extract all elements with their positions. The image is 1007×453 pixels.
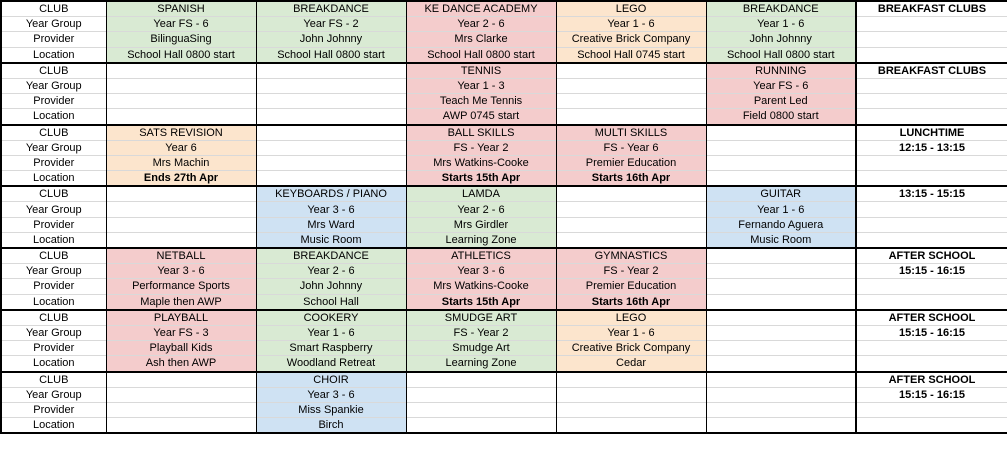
- club-name-cell[interactable]: TENNIS: [406, 63, 556, 79]
- row-label-cell[interactable]: Provider: [1, 402, 106, 417]
- club-location-cell[interactable]: Learning Zone: [406, 356, 556, 372]
- row-label-cell[interactable]: Year Group: [1, 78, 106, 93]
- club-name-cell[interactable]: LEGO: [556, 1, 706, 17]
- club-year-cell[interactable]: Year 3 - 6: [406, 264, 556, 279]
- club-location-cell[interactable]: Ash then AWP: [106, 356, 256, 372]
- club-provider-cell[interactable]: Mrs Clarke: [406, 32, 556, 47]
- club-name-cell[interactable]: [556, 63, 706, 79]
- club-location-cell[interactable]: School Hall 0800 start: [706, 47, 856, 63]
- club-provider-cell[interactable]: Mrs Ward: [256, 217, 406, 232]
- row-label-cell[interactable]: CLUB: [1, 310, 106, 326]
- club-name-cell[interactable]: BALL SKILLS: [406, 125, 556, 141]
- club-location-cell[interactable]: [556, 418, 706, 434]
- row-label-cell[interactable]: CLUB: [1, 372, 106, 388]
- club-provider-cell[interactable]: [106, 94, 256, 109]
- club-year-cell[interactable]: Year 1 - 6: [256, 325, 406, 340]
- session-cell[interactable]: 13:15 - 15:15: [856, 186, 1007, 202]
- club-year-cell[interactable]: [706, 387, 856, 402]
- club-year-cell[interactable]: FS - Year 2: [406, 325, 556, 340]
- club-year-cell[interactable]: Year 6: [106, 140, 256, 155]
- club-provider-cell[interactable]: Fernando Aguera: [706, 217, 856, 232]
- club-provider-cell[interactable]: Premier Education: [556, 279, 706, 294]
- club-name-cell[interactable]: [706, 248, 856, 264]
- session-cell[interactable]: BREAKFAST CLUBS: [856, 63, 1007, 79]
- club-name-cell[interactable]: LAMDA: [406, 186, 556, 202]
- club-name-cell[interactable]: [106, 372, 256, 388]
- club-location-cell[interactable]: Music Room: [256, 232, 406, 248]
- club-name-cell[interactable]: KE DANCE ACADEMY: [406, 1, 556, 17]
- club-year-cell[interactable]: Year 1 - 3: [406, 78, 556, 93]
- session-cell[interactable]: [856, 109, 1007, 125]
- club-provider-cell[interactable]: Miss Spankie: [256, 402, 406, 417]
- club-location-cell[interactable]: Starts 15th Apr: [406, 171, 556, 187]
- club-location-cell[interactable]: [556, 109, 706, 125]
- club-name-cell[interactable]: [106, 186, 256, 202]
- row-label-cell[interactable]: CLUB: [1, 125, 106, 141]
- club-location-cell[interactable]: [706, 294, 856, 310]
- club-name-cell[interactable]: CHOIR: [256, 372, 406, 388]
- club-location-cell[interactable]: Birch: [256, 418, 406, 434]
- session-cell[interactable]: [856, 78, 1007, 93]
- club-location-cell[interactable]: [106, 232, 256, 248]
- club-provider-cell[interactable]: Premier Education: [556, 155, 706, 170]
- club-location-cell[interactable]: [106, 109, 256, 125]
- club-provider-cell[interactable]: John Johnny: [706, 32, 856, 47]
- session-cell[interactable]: [856, 202, 1007, 217]
- session-cell[interactable]: AFTER SCHOOL: [856, 372, 1007, 388]
- club-name-cell[interactable]: SATS REVISION: [106, 125, 256, 141]
- club-name-cell[interactable]: LEGO: [556, 310, 706, 326]
- session-cell[interactable]: [856, 294, 1007, 310]
- session-cell[interactable]: 15:15 - 16:15: [856, 264, 1007, 279]
- club-provider-cell[interactable]: [406, 402, 556, 417]
- club-location-cell[interactable]: Field 0800 start: [706, 109, 856, 125]
- club-provider-cell[interactable]: [556, 402, 706, 417]
- row-label-cell[interactable]: Provider: [1, 32, 106, 47]
- club-provider-cell[interactable]: [706, 279, 856, 294]
- club-name-cell[interactable]: COOKERY: [256, 310, 406, 326]
- club-year-cell[interactable]: Year FS - 6: [706, 78, 856, 93]
- club-year-cell[interactable]: Year 3 - 6: [256, 387, 406, 402]
- club-location-cell[interactable]: AWP 0745 start: [406, 109, 556, 125]
- row-label-cell[interactable]: Year Group: [1, 387, 106, 402]
- club-name-cell[interactable]: SMUDGE ART: [406, 310, 556, 326]
- club-location-cell[interactable]: [406, 418, 556, 434]
- session-cell[interactable]: [856, 356, 1007, 372]
- club-location-cell[interactable]: [556, 232, 706, 248]
- row-label-cell[interactable]: Provider: [1, 217, 106, 232]
- session-cell[interactable]: [856, 217, 1007, 232]
- club-location-cell[interactable]: [706, 356, 856, 372]
- club-name-cell[interactable]: NETBALL: [106, 248, 256, 264]
- club-location-cell[interactable]: Maple then AWP: [106, 294, 256, 310]
- session-cell[interactable]: [856, 47, 1007, 63]
- row-label-cell[interactable]: CLUB: [1, 186, 106, 202]
- club-year-cell[interactable]: Year 1 - 6: [556, 325, 706, 340]
- club-year-cell[interactable]: Year 2 - 6: [406, 17, 556, 32]
- club-name-cell[interactable]: [256, 125, 406, 141]
- club-provider-cell[interactable]: [106, 402, 256, 417]
- session-cell[interactable]: AFTER SCHOOL: [856, 248, 1007, 264]
- club-year-cell[interactable]: Year FS - 6: [106, 17, 256, 32]
- club-provider-cell[interactable]: Mrs Girdler: [406, 217, 556, 232]
- session-cell[interactable]: 15:15 - 16:15: [856, 325, 1007, 340]
- club-name-cell[interactable]: BREAKDANCE: [706, 1, 856, 17]
- club-provider-cell[interactable]: [256, 94, 406, 109]
- club-location-cell[interactable]: School Hall: [256, 294, 406, 310]
- club-location-cell[interactable]: [256, 109, 406, 125]
- club-year-cell[interactable]: FS - Year 6: [556, 140, 706, 155]
- club-provider-cell[interactable]: [556, 217, 706, 232]
- club-provider-cell[interactable]: [706, 155, 856, 170]
- club-year-cell[interactable]: Year 2 - 6: [406, 202, 556, 217]
- row-label-cell[interactable]: Provider: [1, 94, 106, 109]
- club-provider-cell[interactable]: Smudge Art: [406, 341, 556, 356]
- club-name-cell[interactable]: [706, 125, 856, 141]
- session-cell[interactable]: [856, 155, 1007, 170]
- club-year-cell[interactable]: [256, 140, 406, 155]
- row-label-cell[interactable]: Provider: [1, 341, 106, 356]
- club-year-cell[interactable]: [106, 387, 256, 402]
- row-label-cell[interactable]: Location: [1, 418, 106, 434]
- club-name-cell[interactable]: [706, 372, 856, 388]
- session-cell[interactable]: AFTER SCHOOL: [856, 310, 1007, 326]
- club-name-cell[interactable]: [406, 372, 556, 388]
- club-name-cell[interactable]: [106, 63, 256, 79]
- club-provider-cell[interactable]: BilinguaSing: [106, 32, 256, 47]
- club-provider-cell[interactable]: Mrs Watkins-Cooke: [406, 279, 556, 294]
- session-cell[interactable]: 12:15 - 13:15: [856, 140, 1007, 155]
- club-year-cell[interactable]: Year FS - 2: [256, 17, 406, 32]
- row-label-cell[interactable]: CLUB: [1, 248, 106, 264]
- row-label-cell[interactable]: Provider: [1, 155, 106, 170]
- club-provider-cell[interactable]: Teach Me Tennis: [406, 94, 556, 109]
- club-provider-cell[interactable]: Mrs Machin: [106, 155, 256, 170]
- club-name-cell[interactable]: [556, 186, 706, 202]
- session-cell[interactable]: BREAKFAST CLUBS: [856, 1, 1007, 17]
- row-label-cell[interactable]: Location: [1, 171, 106, 187]
- club-name-cell[interactable]: SPANISH: [106, 1, 256, 17]
- club-year-cell[interactable]: Year 1 - 6: [556, 17, 706, 32]
- row-label-cell[interactable]: Year Group: [1, 140, 106, 155]
- club-year-cell[interactable]: [106, 202, 256, 217]
- club-provider-cell[interactable]: Parent Led: [706, 94, 856, 109]
- club-provider-cell[interactable]: [706, 402, 856, 417]
- club-name-cell[interactable]: GYMNASTICS: [556, 248, 706, 264]
- clubs-table-body: [1, 1, 1007, 433]
- club-location-cell[interactable]: Starts 16th Apr: [556, 294, 706, 310]
- club-provider-cell[interactable]: John Johnny: [256, 279, 406, 294]
- club-location-cell[interactable]: Starts 16th Apr: [556, 171, 706, 187]
- session-cell[interactable]: LUNCHTIME: [856, 125, 1007, 141]
- row-label-cell[interactable]: Year Group: [1, 264, 106, 279]
- row-label-cell[interactable]: Provider: [1, 279, 106, 294]
- club-provider-cell[interactable]: Performance Sports: [106, 279, 256, 294]
- row-label-cell[interactable]: Location: [1, 294, 106, 310]
- club-year-cell[interactable]: Year 3 - 6: [256, 202, 406, 217]
- session-cell[interactable]: [856, 17, 1007, 32]
- club-name-cell[interactable]: RUNNING: [706, 63, 856, 79]
- club-location-cell[interactable]: [256, 171, 406, 187]
- club-year-cell[interactable]: Year 2 - 6: [256, 264, 406, 279]
- row-label-cell[interactable]: CLUB: [1, 1, 106, 17]
- club-location-cell[interactable]: School Hall 0800 start: [256, 47, 406, 63]
- session-cell[interactable]: [856, 232, 1007, 248]
- club-year-cell[interactable]: [556, 387, 706, 402]
- club-location-cell[interactable]: School Hall 0745 start: [556, 47, 706, 63]
- club-provider-cell[interactable]: [706, 341, 856, 356]
- club-location-cell[interactable]: Cedar: [556, 356, 706, 372]
- club-provider-cell[interactable]: Playball Kids: [106, 341, 256, 356]
- club-name-cell[interactable]: PLAYBALL: [106, 310, 256, 326]
- session-cell[interactable]: [856, 94, 1007, 109]
- club-name-cell[interactable]: BREAKDANCE: [256, 248, 406, 264]
- club-location-cell[interactable]: School Hall 0800 start: [106, 47, 256, 63]
- club-location-cell[interactable]: Ends 27th Apr: [106, 171, 256, 187]
- club-provider-cell[interactable]: Creative Brick Company: [556, 32, 706, 47]
- session-cell[interactable]: [856, 279, 1007, 294]
- club-provider-cell[interactable]: Creative Brick Company: [556, 341, 706, 356]
- club-year-cell[interactable]: Year 1 - 6: [706, 17, 856, 32]
- club-name-cell[interactable]: [706, 310, 856, 326]
- club-year-cell[interactable]: [706, 325, 856, 340]
- club-name-cell[interactable]: [556, 372, 706, 388]
- row-label-cell[interactable]: Year Group: [1, 17, 106, 32]
- club-provider-cell[interactable]: John Johnny: [256, 32, 406, 47]
- club-year-cell[interactable]: [256, 78, 406, 93]
- session-cell[interactable]: 15:15 - 16:15: [856, 387, 1007, 402]
- row-label-cell[interactable]: Location: [1, 47, 106, 63]
- row-label-cell[interactable]: Year Group: [1, 202, 106, 217]
- row-label-cell[interactable]: Location: [1, 356, 106, 372]
- row-label-cell[interactable]: Location: [1, 232, 106, 248]
- club-location-cell[interactable]: Learning Zone: [406, 232, 556, 248]
- session-cell[interactable]: [856, 418, 1007, 434]
- club-name-cell[interactable]: MULTI SKILLS: [556, 125, 706, 141]
- club-year-cell[interactable]: [706, 264, 856, 279]
- club-location-cell[interactable]: [106, 418, 256, 434]
- club-year-cell[interactable]: FS - Year 2: [406, 140, 556, 155]
- club-name-cell[interactable]: [256, 63, 406, 79]
- club-provider-cell[interactable]: [556, 94, 706, 109]
- club-name-cell[interactable]: BREAKDANCE: [256, 1, 406, 17]
- club-provider-cell[interactable]: Mrs Watkins-Cooke: [406, 155, 556, 170]
- club-year-cell[interactable]: [106, 78, 256, 93]
- session-cell[interactable]: [856, 32, 1007, 47]
- row-label-cell[interactable]: Year Group: [1, 325, 106, 340]
- club-year-cell[interactable]: Year FS - 3: [106, 325, 256, 340]
- club-year-cell[interactable]: Year 3 - 6: [106, 264, 256, 279]
- club-year-cell[interactable]: [706, 140, 856, 155]
- club-year-cell[interactable]: [406, 387, 556, 402]
- club-location-cell[interactable]: Starts 15th Apr: [406, 294, 556, 310]
- club-year-cell[interactable]: Year 1 - 6: [706, 202, 856, 217]
- club-provider-cell[interactable]: [106, 217, 256, 232]
- club-provider-cell[interactable]: [256, 155, 406, 170]
- club-year-cell[interactable]: FS - Year 2: [556, 264, 706, 279]
- club-location-cell[interactable]: Music Room: [706, 232, 856, 248]
- row-label-cell[interactable]: Location: [1, 109, 106, 125]
- club-year-cell[interactable]: [556, 202, 706, 217]
- club-location-cell[interactable]: [706, 418, 856, 434]
- club-location-cell[interactable]: [706, 171, 856, 187]
- session-cell[interactable]: [856, 402, 1007, 417]
- club-name-cell[interactable]: ATHLETICS: [406, 248, 556, 264]
- club-name-cell[interactable]: GUITAR: [706, 186, 856, 202]
- session-cell[interactable]: [856, 171, 1007, 187]
- club-year-cell[interactable]: [556, 78, 706, 93]
- club-location-cell[interactable]: Woodland Retreat: [256, 356, 406, 372]
- session-cell[interactable]: [856, 341, 1007, 356]
- club-name-cell[interactable]: KEYBOARDS / PIANO: [256, 186, 406, 202]
- club-provider-cell[interactable]: Smart Raspberry: [256, 341, 406, 356]
- club-location-cell[interactable]: School Hall 0800 start: [406, 47, 556, 63]
- row-label-cell[interactable]: CLUB: [1, 63, 106, 79]
